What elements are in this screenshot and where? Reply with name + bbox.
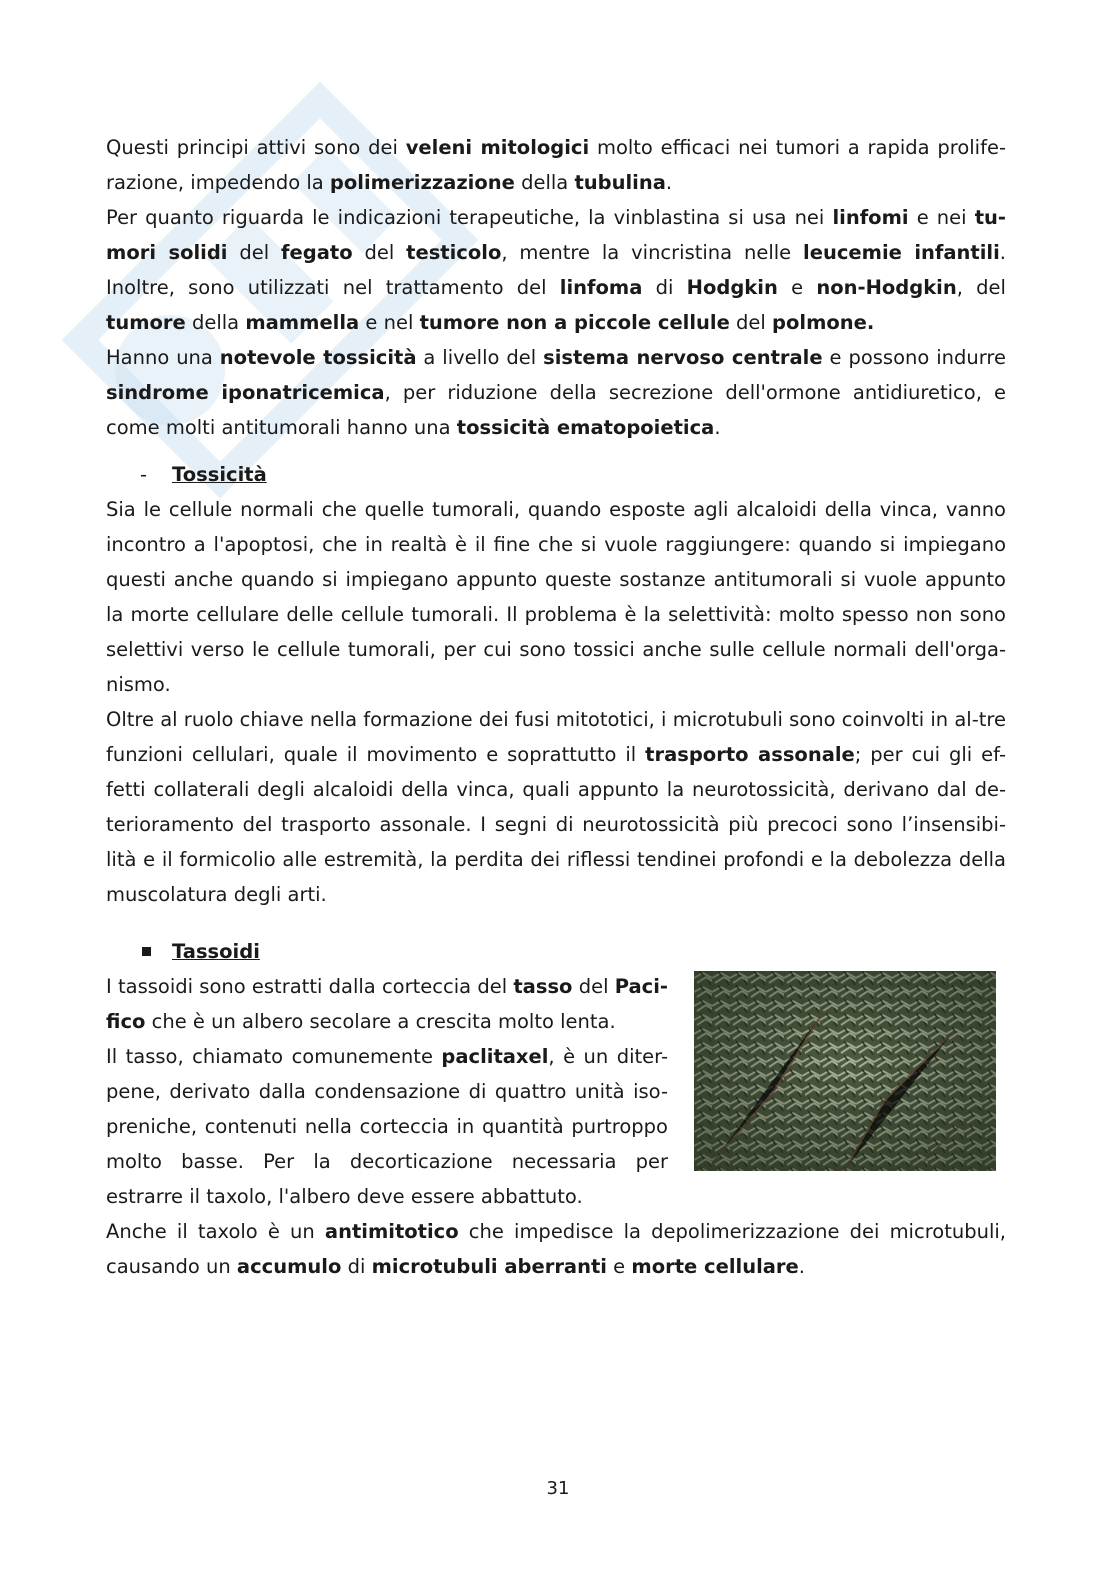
section-title-tossicita: Tossicità xyxy=(172,463,267,486)
bold-term: morte cellulare xyxy=(631,1255,799,1278)
bold-term: testicolo xyxy=(406,241,502,264)
bold-term: tumore non a piccole cellule xyxy=(419,311,730,334)
bold-term: tasso xyxy=(513,975,573,998)
bold-term: tumore xyxy=(106,311,186,334)
dash-bullet: - xyxy=(140,463,148,486)
bold-term: non-Hodgkin xyxy=(816,276,957,299)
bold-term: paclitaxel xyxy=(441,1045,549,1068)
bold-term: microtubuli aberranti xyxy=(371,1255,607,1278)
section-heading-tossicita xyxy=(106,457,1006,492)
bold-term: mammella xyxy=(245,311,360,334)
tossicita-paragraph-1: Sia le cellule normali che quelle tumorali, quando esposte agli alcaloidi della vinca, vanno incontro a l'apoptosi, che in realtà è il fine che si vuole raggiungere: quando si impiegano questi anche quando si impiegano appunto queste sostanze antitumorali si vuole appunto la morte cellulare delle cellule tumorali. Il problema è la selettività: molto spesso non sono selettivi verso le cellule tumorali, per cui sono tossici anche sulle cellule normali dell'orga-nismo. xyxy=(106,498,1006,696)
bold-term: fegato xyxy=(281,241,353,264)
bold-term: trasporto assonale xyxy=(645,743,855,766)
intro-paragraph-2: Per quanto riguarda le indicazioni terapeutiche, la vinblastina si usa nei linfomi e nei tu-mori solidi del fegato del testicolo, mentre la vincristina nelle leucemie infantili. Inoltre, sono utilizzati nel trattamento del linfoma di Hodgkin e non-Hodgkin, del tumore della mammella e nel tumore non a piccole cellule del polmone. xyxy=(106,206,1006,334)
square-bullet-icon xyxy=(142,947,151,956)
intro-paragraphs xyxy=(106,130,1006,445)
intro-paragraph-1: Questi principi attivi sono dei veleni mitologici molto efficaci nei tumori a rapida prolife-razione, impedendo la polimerizzazione della tubulina. xyxy=(106,136,1006,194)
bold-term: leucemie infantili xyxy=(803,241,1000,264)
tassoidi-paragraph-3: Anche il taxolo è un antimitotico che impedisce la depolimerizzazione dei microtubuli, causando un accumulo di microtubuli aberranti e morte cellulare. xyxy=(106,1220,1006,1278)
tossicita-paragraphs xyxy=(106,492,1006,912)
bold-term: polimerizzazione xyxy=(329,171,515,194)
bold-term: tu-mori solidi xyxy=(106,206,1006,264)
section-heading-tassoidi xyxy=(106,934,1006,969)
bold-term: sindrome iponatricemica xyxy=(106,381,385,404)
document-body xyxy=(106,130,1006,1284)
bold-term: polmone. xyxy=(772,311,875,334)
tossicita-paragraph-2: Oltre al ruolo chiave nella formazione dei fusi mitototici, i microtubuli sono coinvolti in al-tre funzioni cellulari, quale il movimento e soprattutto il trasporto assonale; per cui gli ef-fetti collaterali degli alcaloidi della vinca, quali appunto la neurotossicità, derivano dal de-terioramento del trasporto assonale. I segni di neurotossicità più precoci sono l’insensibi-lità e il formicolio alle estremità, la perdita dei riflessi tendinei profondi e la debolezza della muscolatura degli arti. xyxy=(106,708,1006,906)
bold-term: linfoma xyxy=(559,276,643,299)
tassoidi-paragraphs xyxy=(106,969,1006,1284)
bold-term: veleni mitologici xyxy=(405,136,590,159)
page-number: 31 xyxy=(546,1478,570,1499)
tassoidi-paragraph-2: Il tasso, chiamato comunemente paclitaxel, è un diter-pene, derivato dalla condensazione di quattro unità iso-preniche, contenuti nella corteccia in quantità purtroppo molto basse. Per la decorticazione necessaria per estrarre il taxolo, l'albero deve essere abbattuto. xyxy=(106,1045,668,1208)
bold-term: tubulina xyxy=(574,171,666,194)
bold-term: sistema nervoso centrale xyxy=(543,346,823,369)
yew-foliage-photo xyxy=(694,971,996,1171)
bold-term: Hodgkin xyxy=(686,276,778,299)
bold-term: Paci-fico xyxy=(106,975,668,1033)
bold-term: tossicità ematopoietica xyxy=(456,416,715,439)
bold-term: notevole tossicità xyxy=(219,346,417,369)
bold-term: accumulo xyxy=(236,1255,342,1278)
intro-paragraph-3: Hanno una notevole tossicità a livello del sistema nervoso centrale e possono indurre sindrome iponatricemica, per riduzione della secrezione dell'ormone antidiuretico, e come molti antitumorali hanno una tossicità ematopoietica. xyxy=(106,346,1007,439)
bold-term: antimitotico xyxy=(324,1220,459,1243)
section-title-tassoidi: Tassoidi xyxy=(172,940,260,963)
tassoidi-paragraph-1: I tassoidi sono estratti dalla corteccia del tasso del Paci-fico che è un albero secolare a crescita molto lenta. xyxy=(106,975,668,1033)
bold-term: linfomi xyxy=(832,206,909,229)
